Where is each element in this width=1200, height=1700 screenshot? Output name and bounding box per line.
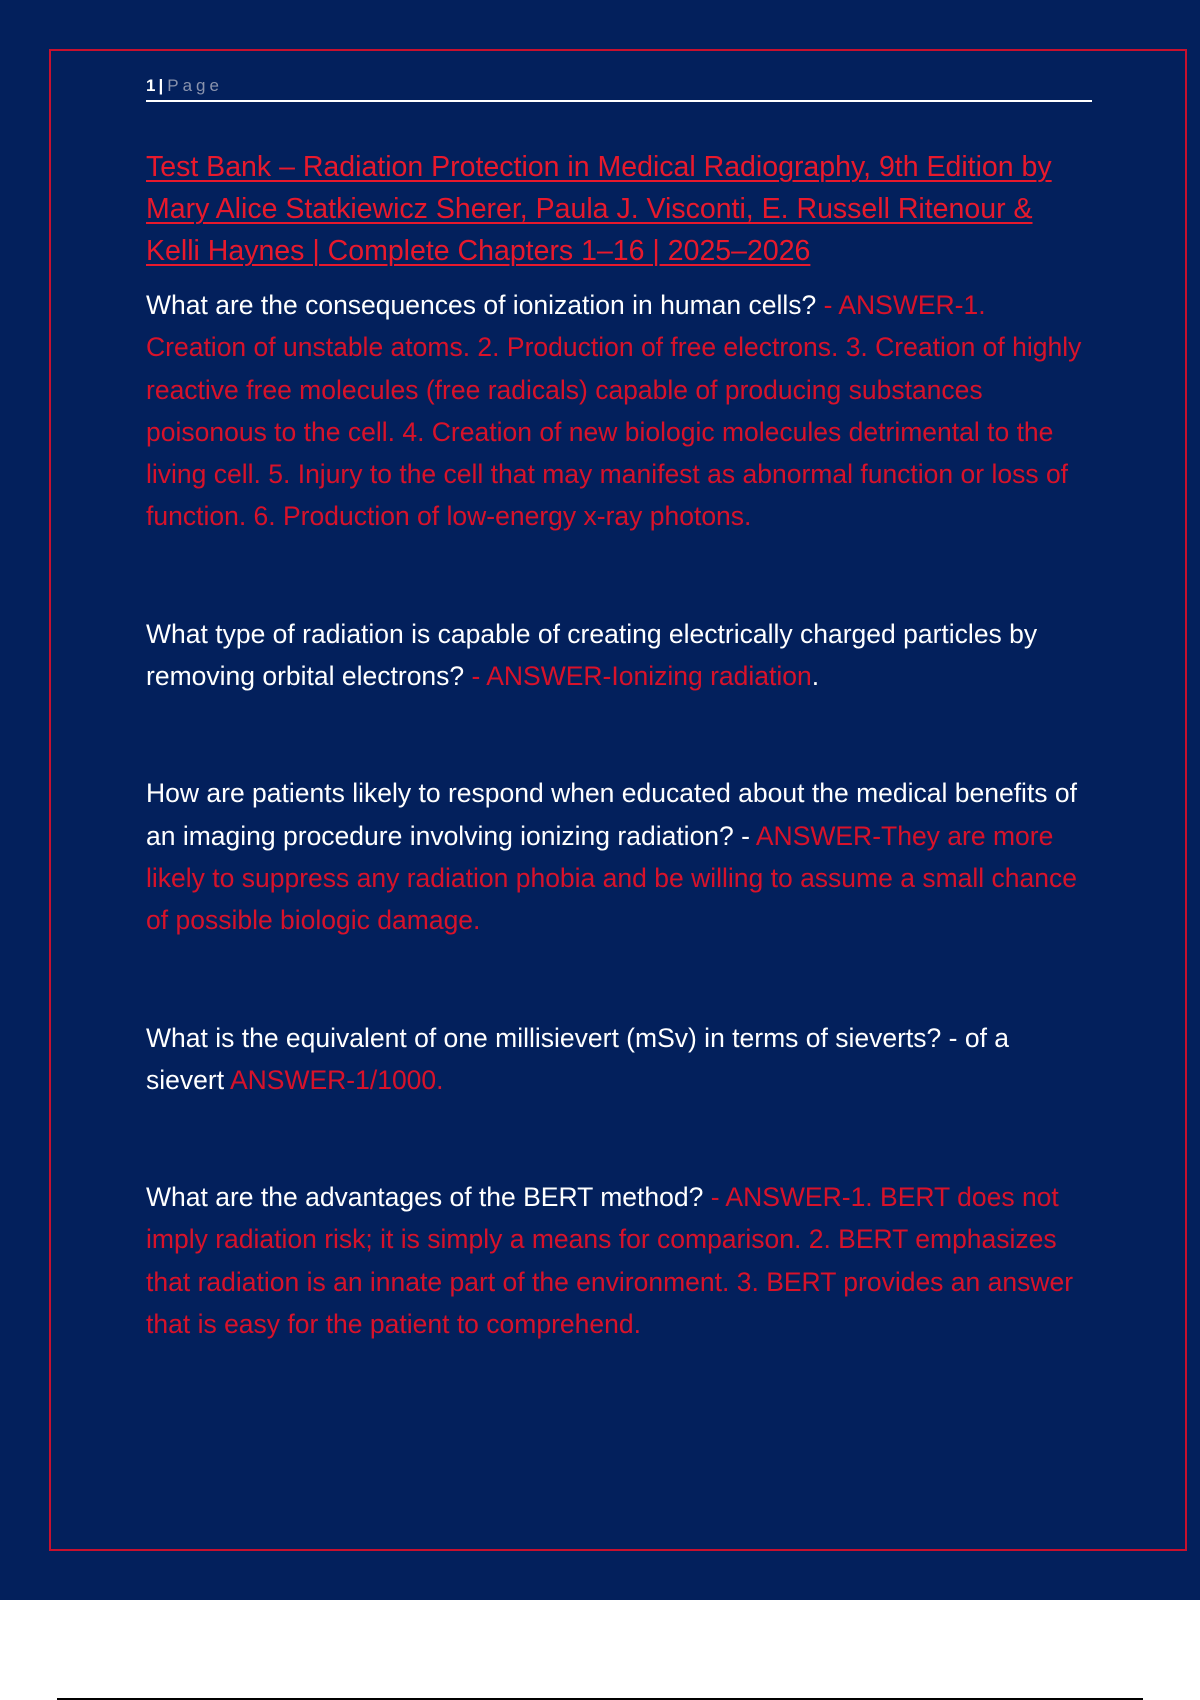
question-text: What are the advantages of the BERT method? — [146, 1182, 704, 1213]
qa-item — [146, 1176, 1092, 1345]
question-text: What type of radiation is capable of creating electrically charged particles by removing orbital electrons? — [146, 618, 1038, 692]
question-text: How are patients likely to respond when educated about the medical benefits of an imaging procedure involving ionizing radiation? - — [146, 778, 1078, 851]
document-title: Test Bank – Radiation Protection in Medical Radiography, 9th Edition by Mary Alice Statkiewicz Sherer, Paula J. Visconti, E. Russell Ritenour & Kelli Haynes | Complete Chapters 1–16 | 2025–2026 — [146, 151, 1052, 267]
answer-text: ANSWER-1/1000. — [224, 1064, 444, 1095]
answer-tail: . — [811, 661, 820, 692]
answer-text: - ANSWER-1. Creation of unstable atoms. 2. Production of free electrons. 3. Creation of highly reactive free molecules (free radicals) capable of producing substances poisonous to the cell. 4. Creation of new biologic molecules detrimental to the living cell. 5. Injury to the cell that may manifest as abnormal function or loss of function. 6. Production of low-energy x-ray photons. — [146, 290, 1082, 532]
page-header — [146, 72, 1092, 102]
answer-text: - ANSWER-Ionizing radiation — [464, 661, 812, 692]
page-number: 1 — [146, 76, 156, 95]
page-word: Page — [167, 76, 223, 95]
qa-item — [146, 1017, 1092, 1102]
qa-item — [146, 284, 1092, 538]
question-text: What is the equivalent of one millisievert (mSv) in terms of sieverts? - of a sievert — [146, 1022, 1010, 1095]
qa-item — [146, 613, 1092, 698]
answer-text: - ANSWER-1. BERT does not imply radiation risk; it is simply a means for comparison. 2. BERT emphasizes that radiation is an innate part of the environment. 3. BERT provides an answer that is easy for the patient to comprehend. — [146, 1182, 1074, 1340]
question-text: What are the consequences of ionization in human cells? — [146, 290, 817, 320]
page-separator: | — [158, 76, 164, 95]
qa-item — [146, 772, 1092, 941]
page-content — [146, 72, 1092, 1345]
answer-text: ANSWER-They are more likely to suppress any radiation phobia and be willing to assume a small chance of possible biologic damage. — [146, 820, 1077, 936]
